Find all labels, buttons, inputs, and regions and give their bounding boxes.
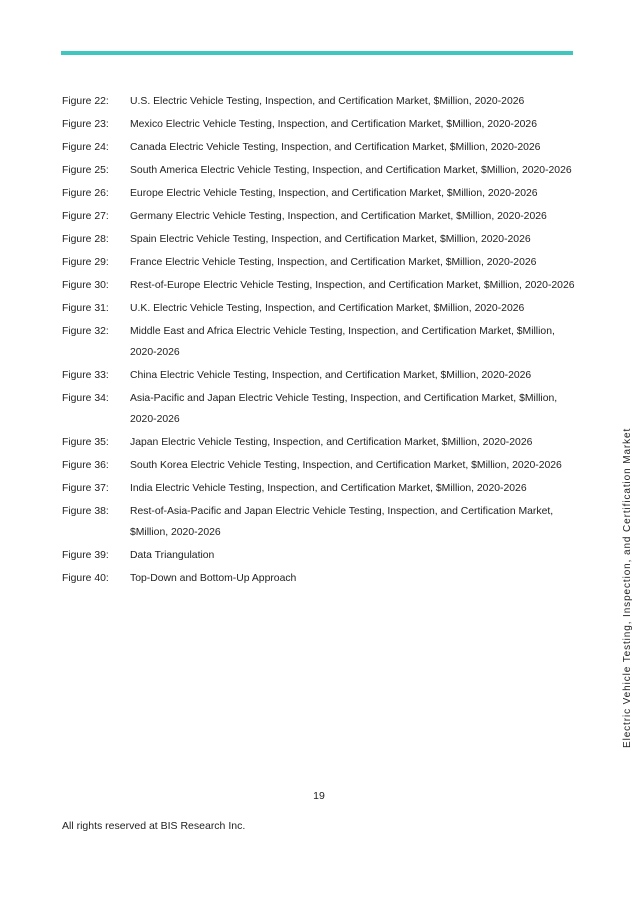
figure-title: South Korea Electric Vehicle Testing, Inspection, and Certification Market, $Million, 2020-2026 <box>130 460 562 471</box>
figure-title: Europe Electric Vehicle Testing, Inspection, and Certification Market, $Million, 2020-2026 <box>130 188 538 199</box>
figure-entry[interactable] <box>62 545 582 566</box>
figure-entry[interactable] <box>62 321 582 363</box>
figure-title: Mexico Electric Vehicle Testing, Inspection, and Certification Market, $Million, 2020-2026 <box>130 119 537 130</box>
figure-title: Data Triangulation <box>130 550 215 561</box>
figure-entry[interactable] <box>62 432 582 453</box>
figure-title: U.K. Electric Vehicle Testing, Inspection, and Certification Market, $Million, 2020-2026 <box>130 303 525 314</box>
figure-entry[interactable] <box>62 365 582 386</box>
figure-title: Japan Electric Vehicle Testing, Inspection, and Certification Market, $Million, 2020-2026 <box>130 437 533 448</box>
figure-entry[interactable] <box>62 114 582 135</box>
figure-number: Figure 30: <box>62 280 109 291</box>
figure-number: Figure 40: <box>62 573 109 584</box>
figure-entry[interactable] <box>62 478 582 499</box>
figure-number: Figure 33: <box>62 370 109 381</box>
figure-entry[interactable] <box>62 298 582 319</box>
figure-title: U.S. Electric Vehicle Testing, Inspection, and Certification Market, $Million, 2020-2026 <box>130 96 525 107</box>
page-number: 19 <box>313 790 325 802</box>
figure-entry[interactable] <box>62 183 582 204</box>
figure-title: China Electric Vehicle Testing, Inspection, and Certification Market, $Million, 2020-2026 <box>130 370 532 381</box>
figure-number: Figure 37: <box>62 483 109 494</box>
figure-entry[interactable] <box>62 252 582 273</box>
figure-title: Top-Down and Bottom-Up Approach <box>130 573 297 584</box>
figure-title: South America Electric Vehicle Testing, Inspection, and Certification Market, $Million, 2020-2026 <box>130 165 572 176</box>
figure-number: Figure 28: <box>62 234 109 245</box>
figure-entry[interactable] <box>62 160 582 181</box>
copyright-footer: All rights reserved at BIS Research Inc. <box>62 820 246 832</box>
figure-number: Figure 26: <box>62 188 109 199</box>
figure-number: Figure 34: <box>62 393 109 404</box>
figure-number: Figure 36: <box>62 460 109 471</box>
figure-number: Figure 35: <box>62 437 109 448</box>
figure-number: Figure 39: <box>62 550 109 561</box>
vertical-report-title: Electric Vehicle Testing, Inspection, and Certification Market <box>622 427 633 748</box>
figure-number: Figure 22: <box>62 96 109 107</box>
figure-entry[interactable] <box>62 568 582 589</box>
header-accent-rule <box>61 51 573 55</box>
figure-title: Rest-of-Asia-Pacific and Japan Electric Vehicle Testing, Inspection, and Certification Market, $Million, 2020-2026 <box>130 506 554 538</box>
figure-number: Figure 32: <box>62 326 109 337</box>
figure-number: Figure 27: <box>62 211 109 222</box>
figure-title: France Electric Vehicle Testing, Inspection, and Certification Market, $Million, 2020-2026 <box>130 257 537 268</box>
figure-number: Figure 31: <box>62 303 109 314</box>
figure-entry[interactable] <box>62 275 582 296</box>
figure-title: Canada Electric Vehicle Testing, Inspection, and Certification Market, $Million, 2020-2026 <box>130 142 541 153</box>
figure-title: Asia-Pacific and Japan Electric Vehicle Testing, Inspection, and Certification Market, $Million, 2020-2026 <box>130 393 558 425</box>
figure-entry[interactable] <box>62 206 582 227</box>
figure-title: Germany Electric Vehicle Testing, Inspection, and Certification Market, $Million, 2020-2026 <box>130 211 547 222</box>
figure-entry[interactable] <box>62 388 582 430</box>
figure-number: Figure 38: <box>62 506 109 517</box>
figure-entry[interactable] <box>62 91 582 112</box>
figure-number: Figure 24: <box>62 142 109 153</box>
figure-title: Rest-of-Europe Electric Vehicle Testing, Inspection, and Certification Market, $Million, 2020-2026 <box>130 280 575 291</box>
figure-entry[interactable] <box>62 137 582 158</box>
figure-number: Figure 25: <box>62 165 109 176</box>
figure-number: Figure 23: <box>62 119 109 130</box>
figure-entry[interactable] <box>62 501 582 543</box>
figure-title: India Electric Vehicle Testing, Inspection, and Certification Market, $Million, 2020-2026 <box>130 483 527 494</box>
figure-number: Figure 29: <box>62 257 109 268</box>
figure-title: Middle East and Africa Electric Vehicle Testing, Inspection, and Certification Market, $Million, 2020-2026 <box>130 326 555 358</box>
list-of-figures <box>62 91 582 591</box>
figure-entry[interactable] <box>62 229 582 250</box>
figure-entry[interactable] <box>62 455 582 476</box>
figure-title: Spain Electric Vehicle Testing, Inspection, and Certification Market, $Million, 2020-2026 <box>130 234 531 245</box>
